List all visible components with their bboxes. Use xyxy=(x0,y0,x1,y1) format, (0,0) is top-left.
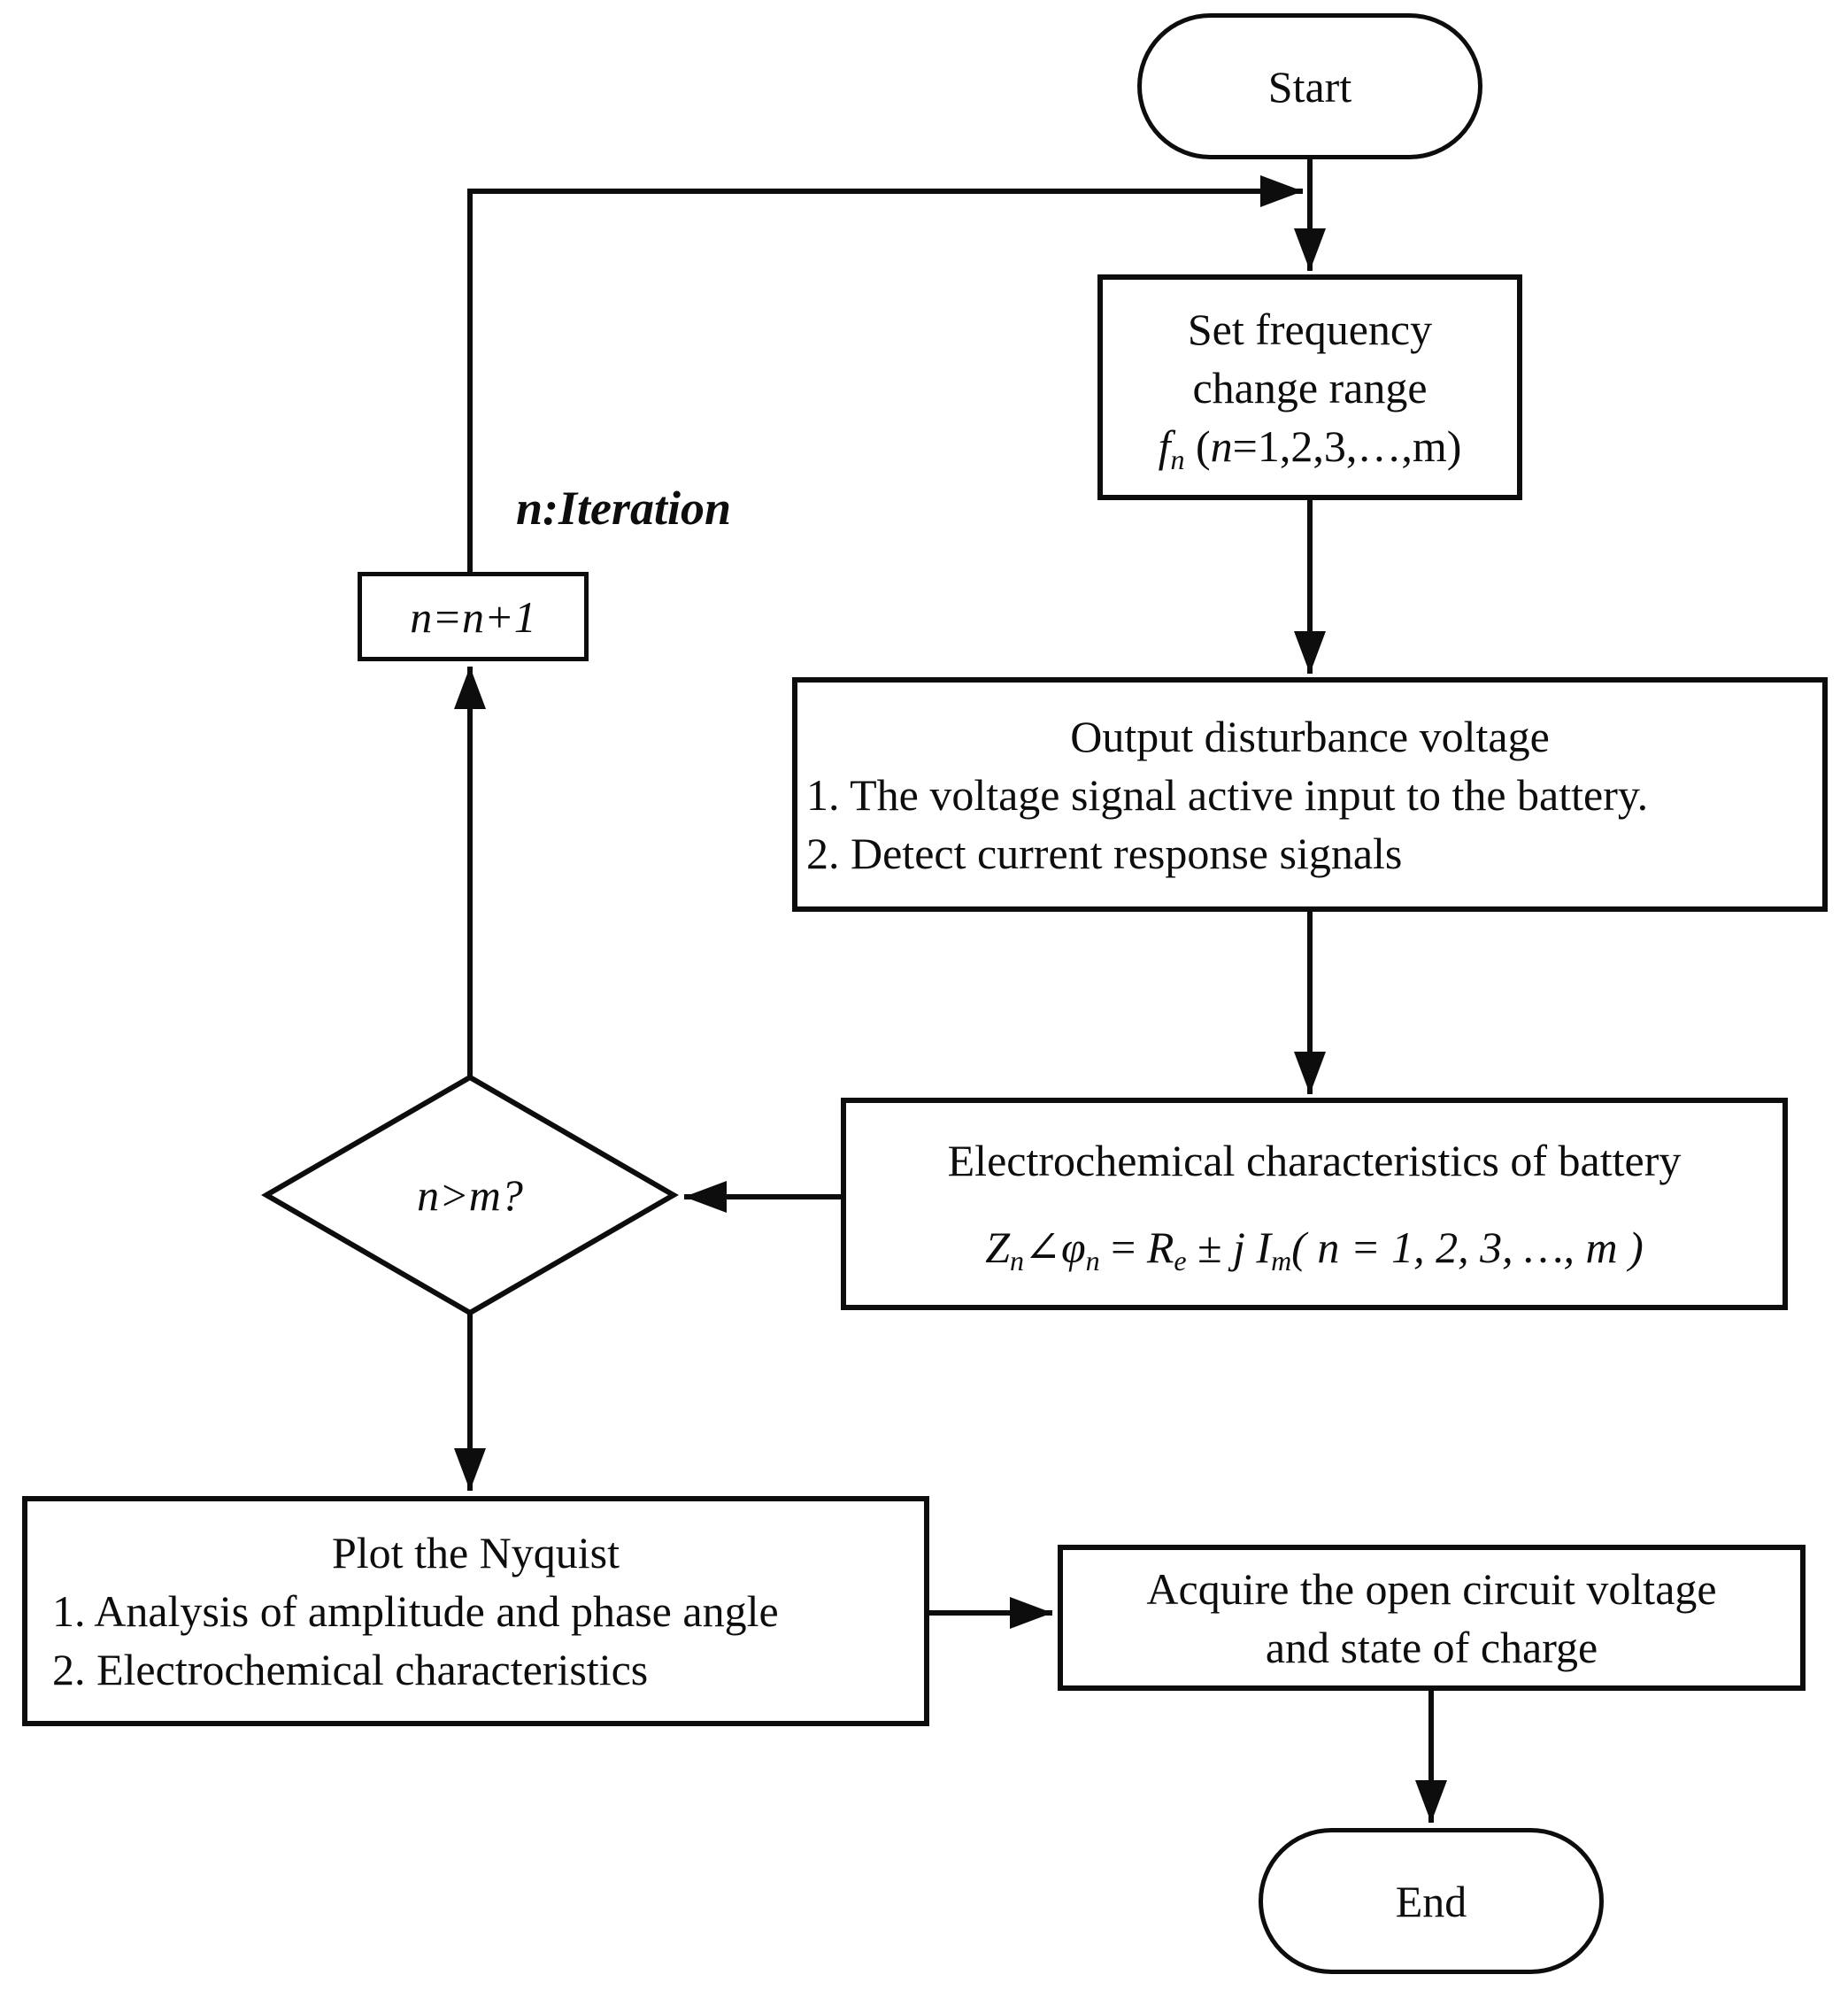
increment-label: n=n+1 xyxy=(410,591,536,642)
start-label: Start xyxy=(1267,61,1352,112)
plot-nyquist-item1: 1. Analysis of amplitude and phase angle xyxy=(52,1586,779,1636)
acquire-line1: Acquire the open circuit voltage xyxy=(1146,1563,1717,1614)
set-frequency-line1: Set frequency xyxy=(1187,304,1433,354)
acquire-line2: and state of charge xyxy=(1265,1622,1598,1672)
set-frequency-node xyxy=(1097,274,1522,500)
output-disturbance-item1: 1. The voltage signal active input to the battery. xyxy=(806,769,1649,820)
plot-nyquist-title: Plot the Nyquist xyxy=(331,1528,620,1577)
output-disturbance-item2: 2. Detect current response signals xyxy=(806,828,1403,878)
end-label: End xyxy=(1395,1876,1467,1926)
plot-nyquist-node xyxy=(22,1496,929,1726)
set-frequency-formula: $f_n$ (n=1,2,3,…,m) xyxy=(1158,420,1462,475)
acquire-node xyxy=(1058,1545,1806,1691)
end-node xyxy=(1259,1828,1604,1974)
set-frequency-line2: change range xyxy=(1192,362,1428,413)
output-disturbance-node xyxy=(792,677,1828,912)
electrochemical-title: Electrochemical characteristics of battery xyxy=(947,1136,1682,1185)
decision-label: n>m? xyxy=(417,1170,523,1220)
electrochemical-node xyxy=(841,1098,1788,1310)
electrochemical-formula: $Z_n\angle\varphi_n = R_e \pm j$ $I_m$( n = 1, 2, 3, …, m ) xyxy=(985,1223,1644,1277)
plot-nyquist-item2: 2. Electrochemical characteristics xyxy=(52,1645,649,1694)
start-node xyxy=(1137,13,1482,159)
iteration-note: n:Iteration xyxy=(516,482,732,535)
output-disturbance-title: Output disturbance voltage xyxy=(1070,711,1550,761)
increment-node xyxy=(358,572,589,661)
